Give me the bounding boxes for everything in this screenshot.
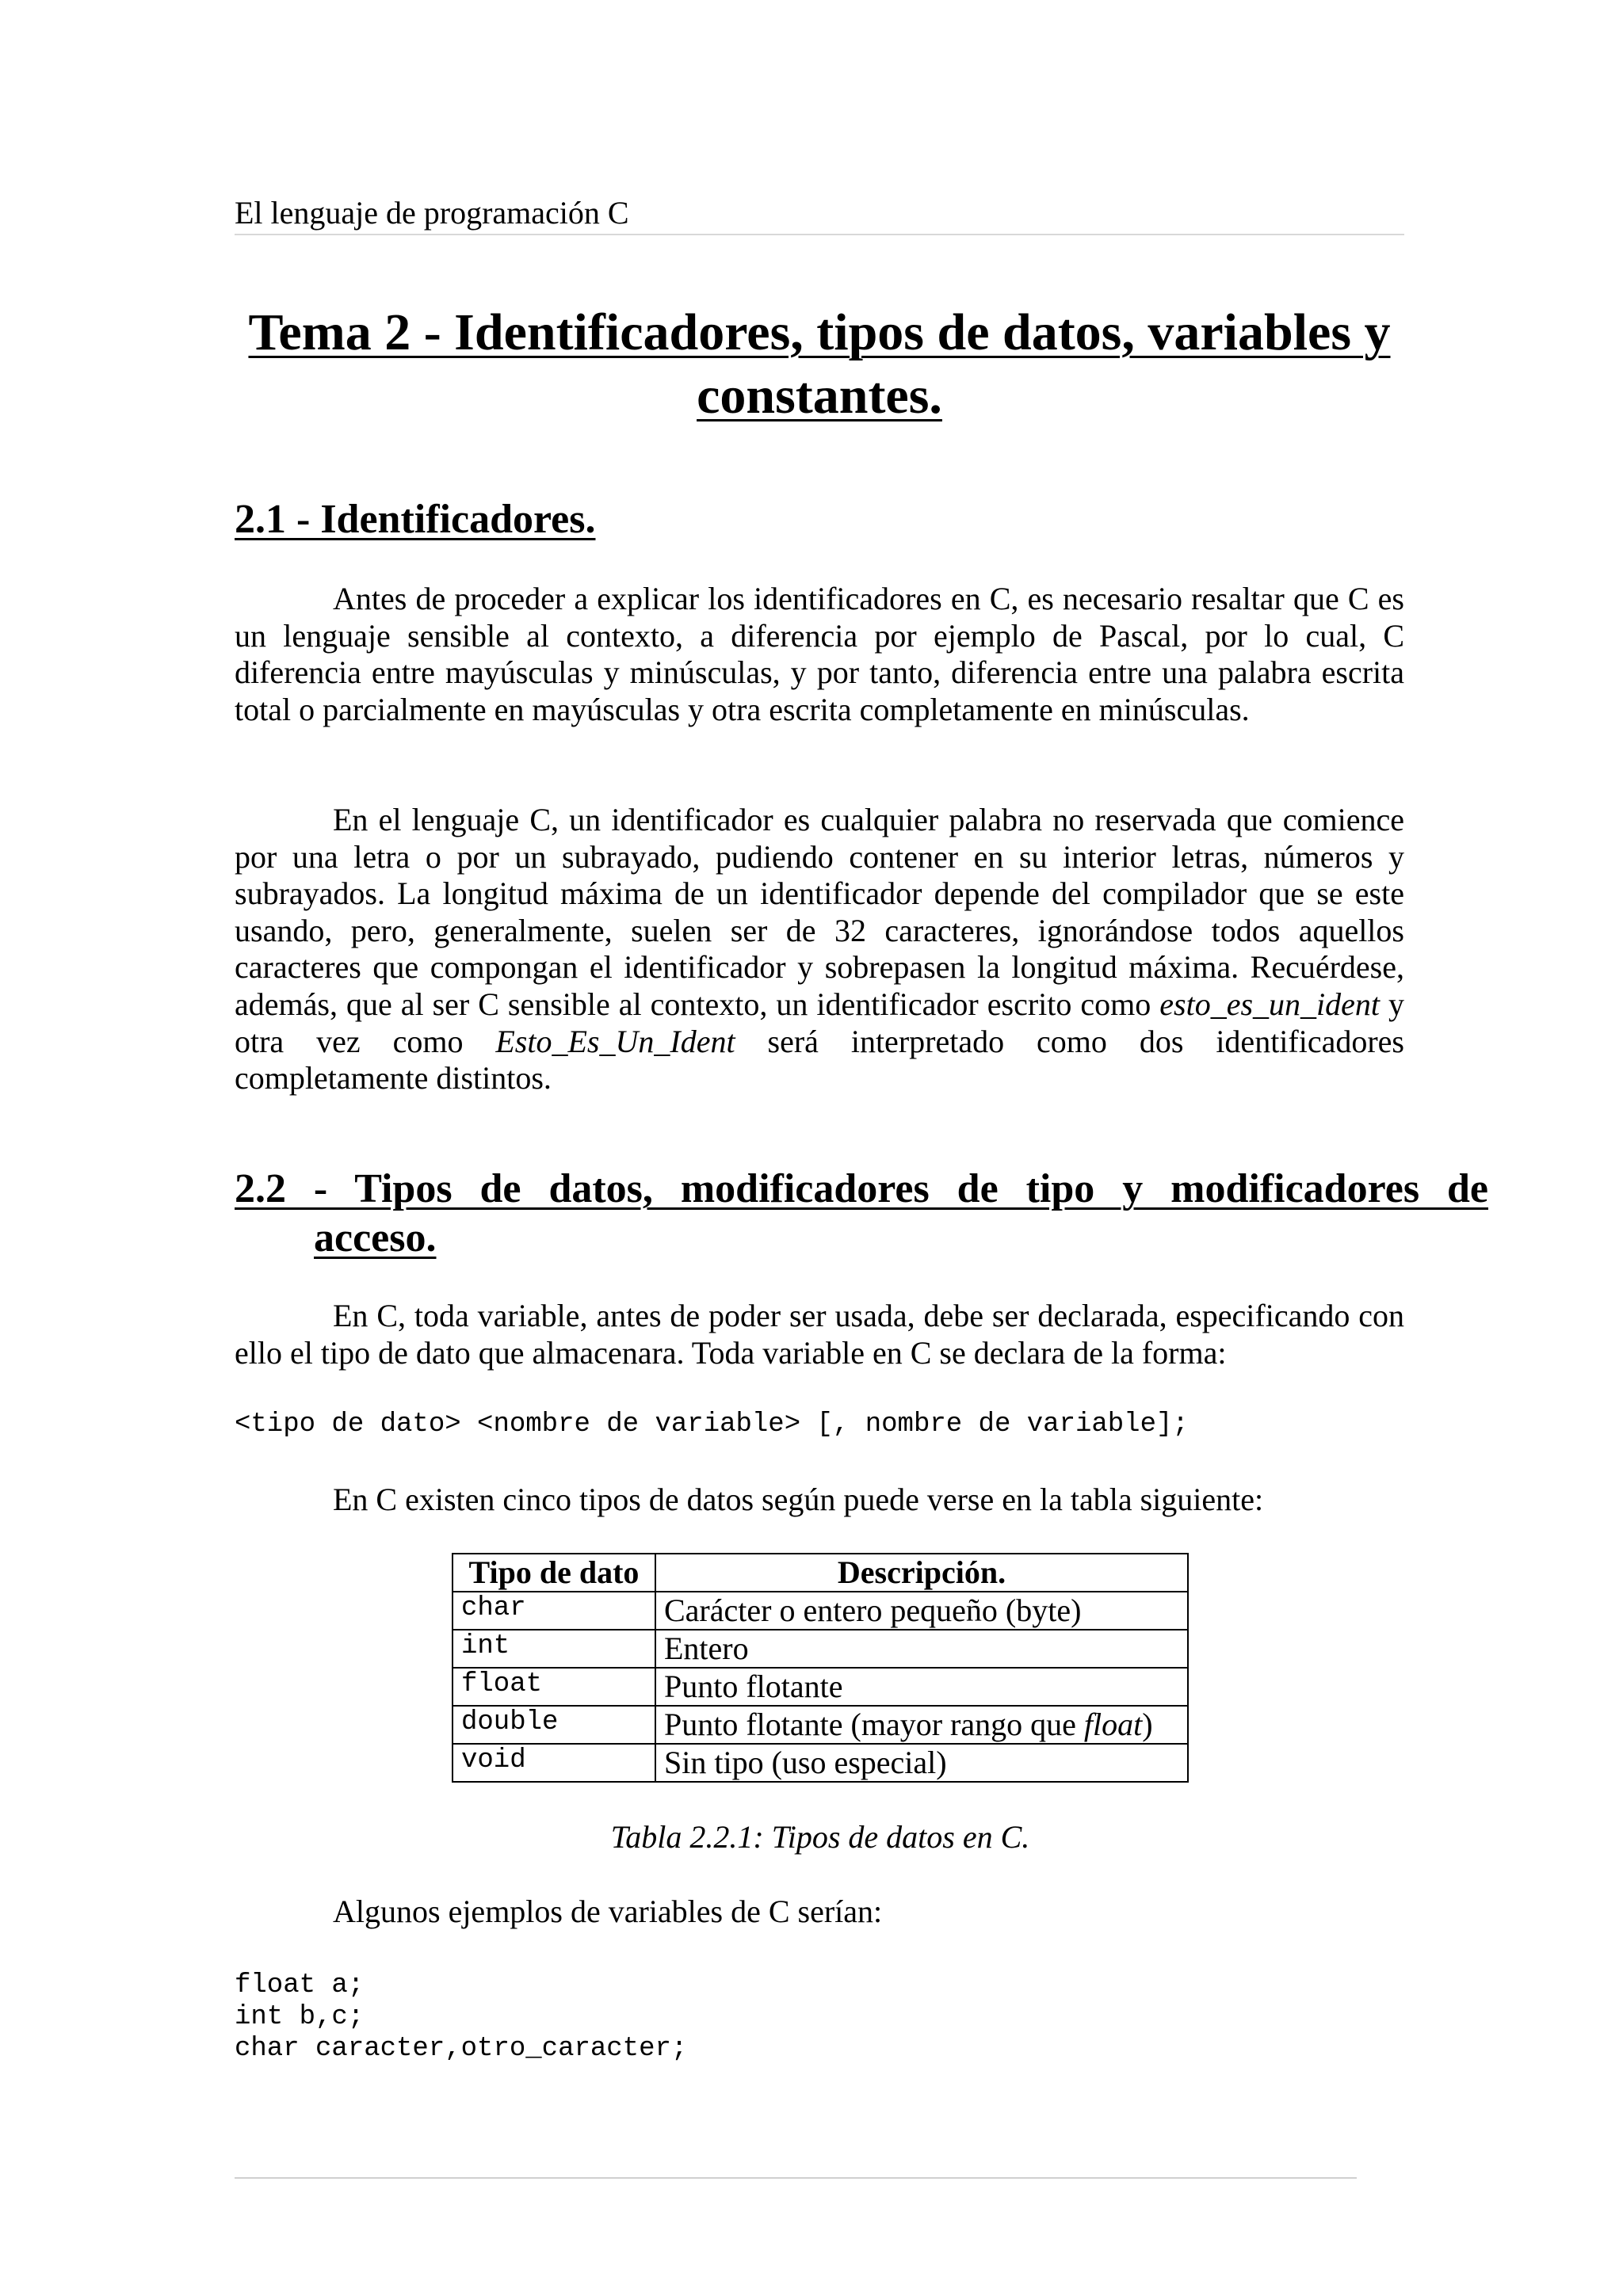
paragraph-case-sensitivity: Antes de proceder a explicar los identificadores en C, es necesario resaltar que C es un lenguaje sensible al contexto, a diferencia por ejemplo de Pascal, por lo cual, C diferencia entre mayúsculas y minúsculas, y por tanto, diferencia entre una palabra escrita total o parcialmente en mayúsculas y otra escrita completamente en minúsculas. (235, 581, 1404, 727)
description-cell: Entero (655, 1630, 1188, 1668)
running-header: El lenguaje de programación C (235, 194, 1404, 235)
chapter-title: Tema 2 - Identificadores, tipos de datos, variables y constantes. (248, 303, 1391, 425)
description-cell: Sin tipo (uso especial) (655, 1744, 1188, 1782)
section-2-2-title: 2.2 - Tipos de datos, modificadores de tipo y modificadores de acceso. (235, 1166, 1488, 1261)
table-row (453, 1744, 1188, 1782)
type-cell: void (453, 1744, 655, 1782)
table-row (453, 1706, 1188, 1744)
table-header-row (453, 1554, 1188, 1592)
table-row (453, 1630, 1188, 1668)
declaration-syntax-code: <tipo de dato> <nombre de variable> [, nombre de variable]; (235, 1409, 1189, 1440)
variable-examples-code (235, 1970, 687, 2065)
description-cell: Punto flotante (mayor rango que float) (655, 1706, 1188, 1744)
document-page (235, 0, 1488, 2296)
code-line: int b,c; (235, 2002, 365, 2032)
table-caption: Tabla 2.2.1: Tipos de datos en C. (610, 1819, 1030, 1855)
type-cell: float (453, 1668, 655, 1706)
data-types-table (452, 1553, 1189, 1783)
identifier-example-lower: esto_es_un_ident (1159, 986, 1380, 1022)
identifier-example-mixed: Esto_Es_Un_Ident (495, 1023, 735, 1059)
table-row (453, 1592, 1188, 1630)
table-header-description: Descripción. (655, 1554, 1188, 1592)
paragraph-five-types: En C existen cinco tipos de datos según puede verse en la tabla siguiente: (333, 1482, 1264, 1517)
paragraph-variable-declaration: En C, toda variable, antes de poder ser usada, debe ser declarada, especificando con ello el tipo de dato que almacenara. Toda variable en C se declara de la forma: (235, 1298, 1404, 1371)
table-row (453, 1668, 1188, 1706)
description-cell: Punto flotante (655, 1668, 1188, 1706)
type-cell: char (453, 1592, 655, 1630)
code-line: char caracter,otro_caracter; (235, 2034, 688, 2064)
table-header-type: Tipo de dato (453, 1554, 655, 1592)
code-line: float a; (235, 1970, 365, 2000)
footer-rule (235, 2177, 1357, 2179)
description-cell: Carácter o entero pequeño (byte) (655, 1592, 1188, 1630)
section-2-1-title: 2.1 - Identificadores. (235, 497, 596, 542)
type-cell: double (453, 1706, 655, 1744)
type-cell: int (453, 1630, 655, 1668)
paragraph-identifier-rules: En el lenguaje C, un identificador es cualquier palabra no reservada que comience por una letra o por un subrayado, pudiendo contener en su interior letras, números y subrayados. La longitud máxima de un identificador depende del compilador que se este usando, pero, generalmente, suelen ser de 32 caracteres, ignorándose todos aquellos caracteres que compongan el identificador y sobrepasen la longitud máxima. Recuérdese, además, que al ser C sensible al contexto, un identificador escrito como esto_es_un_ident y otra vez como Esto_Es_Un_Ident será interpretado como dos identificadores completamente distintos. (235, 802, 1405, 1097)
paragraph-examples-intro: Algunos ejemplos de variables de C serían: (333, 1894, 883, 1929)
